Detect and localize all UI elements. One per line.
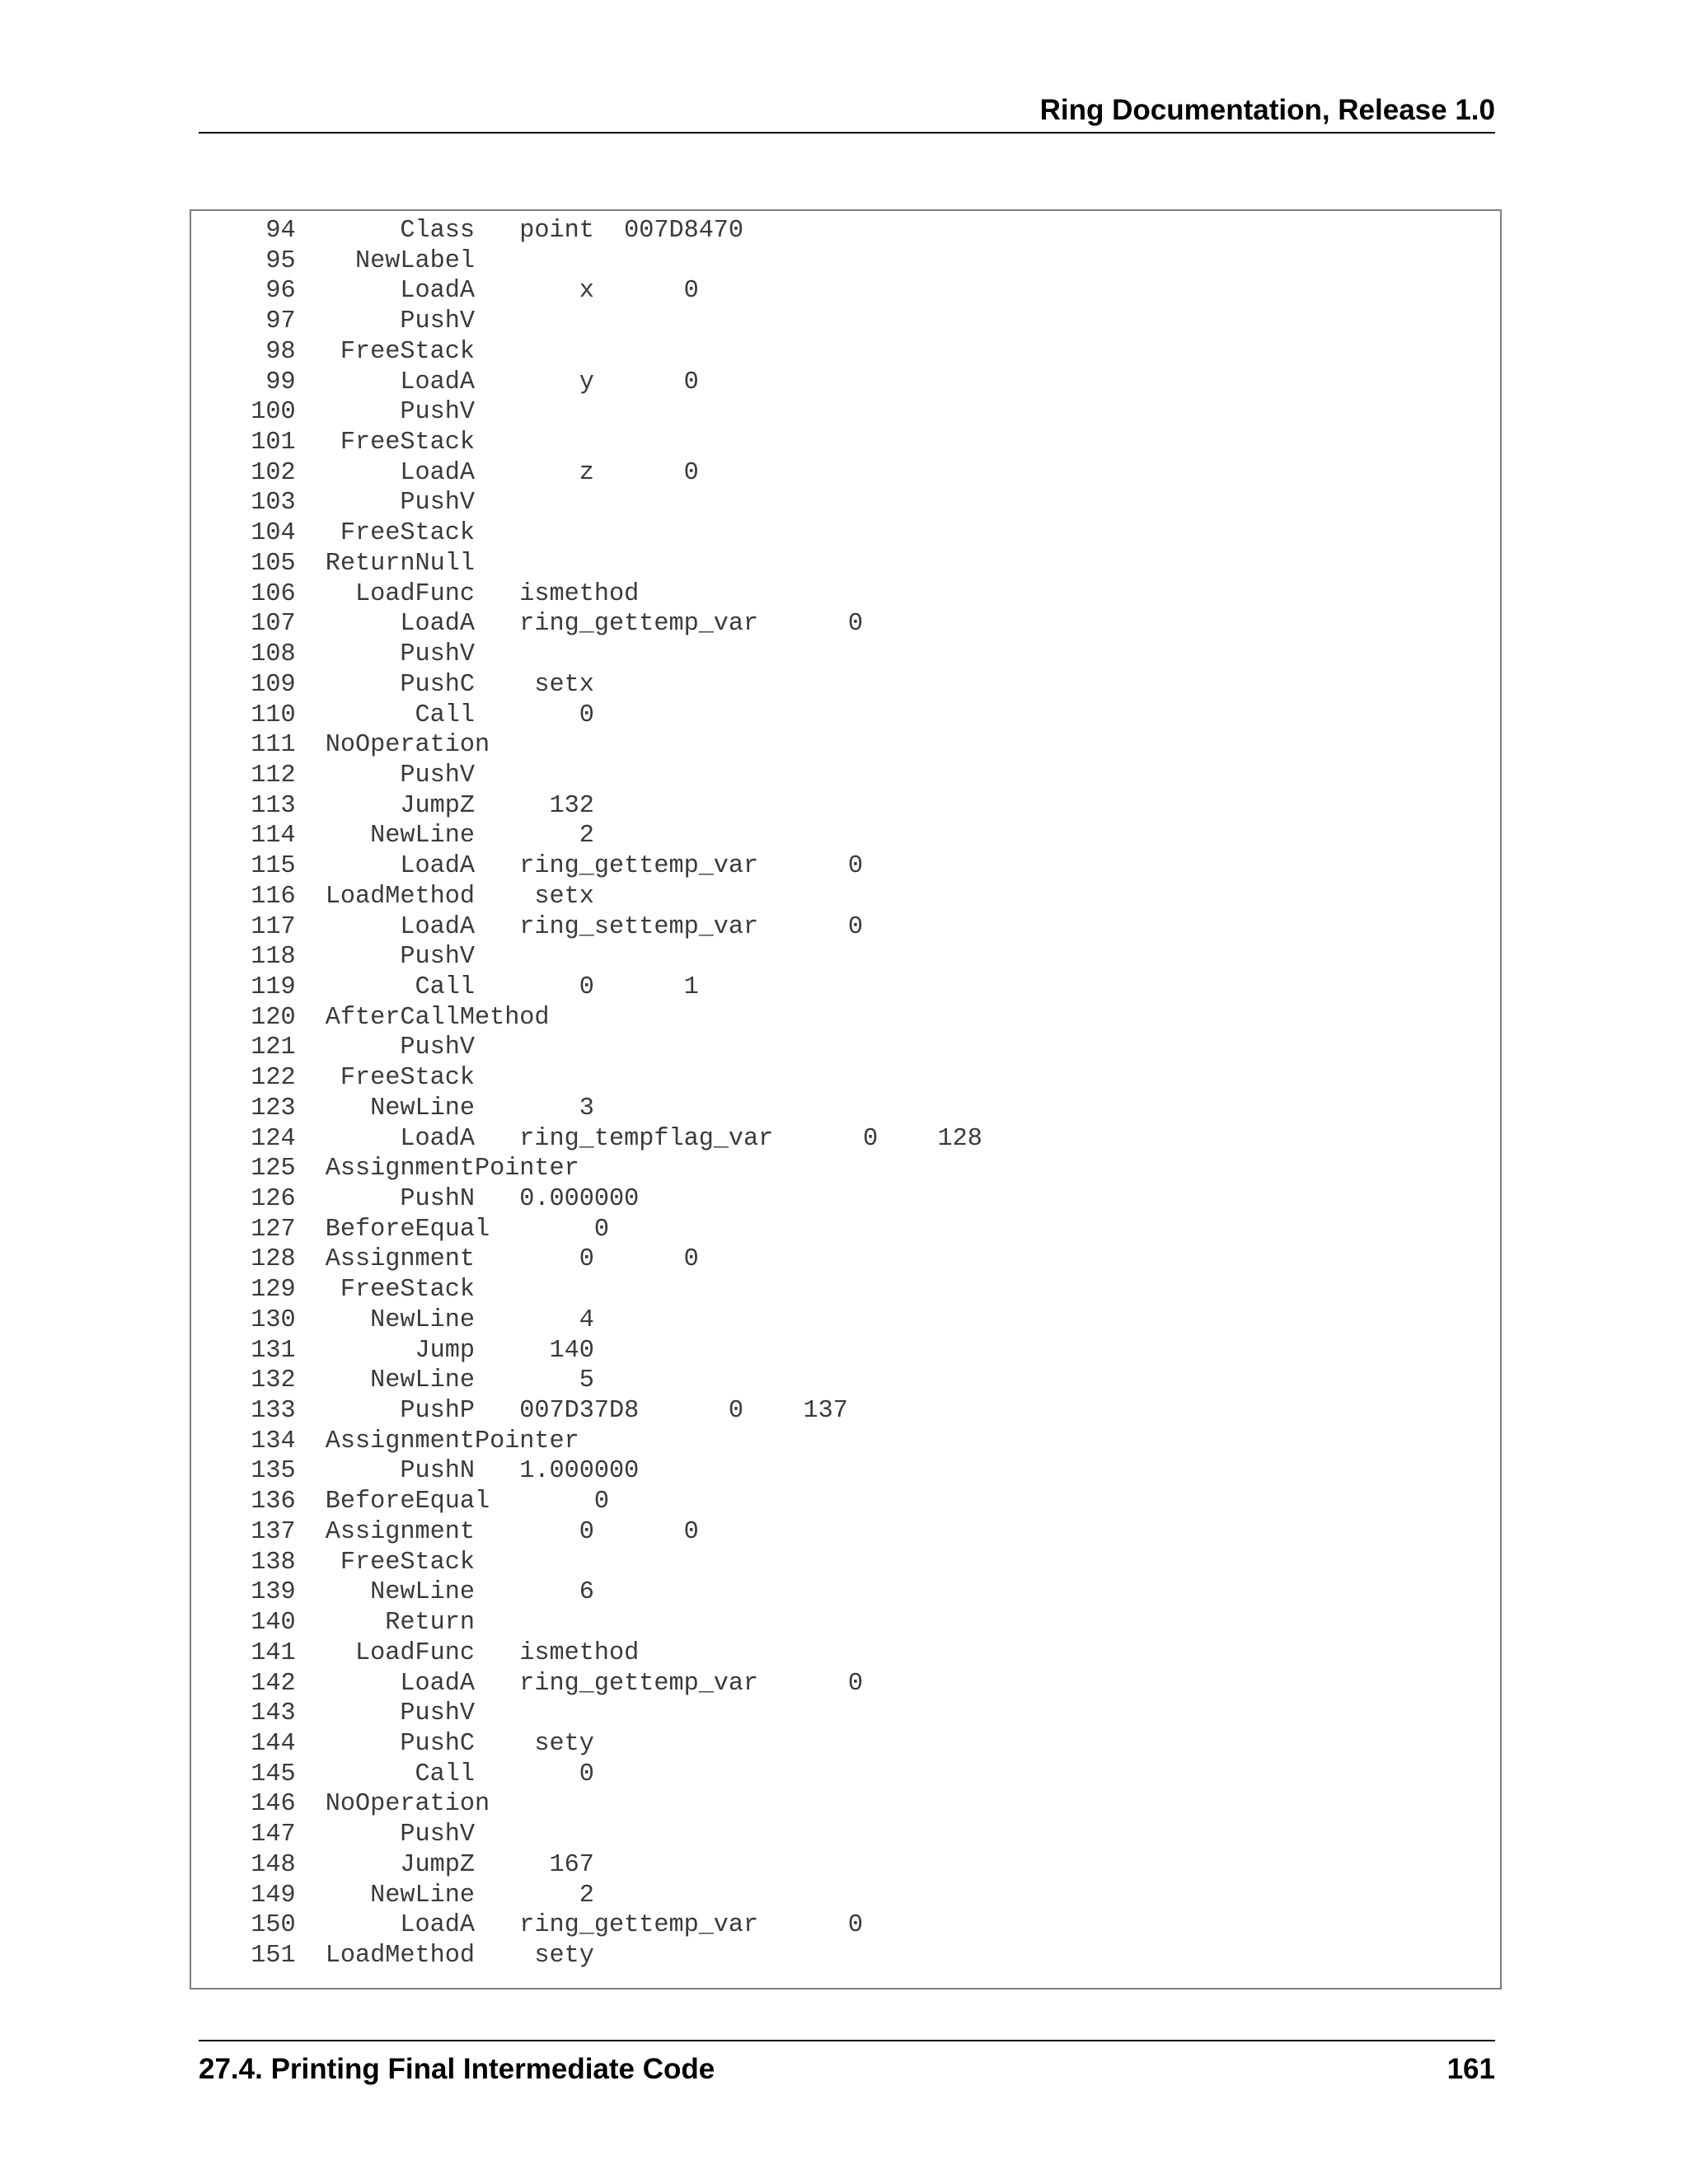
code-line: 125 AssignmentPointer [221, 1155, 579, 1183]
code-line: 120 AfterCallMethod [221, 1003, 550, 1032]
code-line: 134 AssignmentPointer [221, 1427, 579, 1455]
code-line: 130 NewLine 4 [221, 1305, 594, 1334]
code-line: 124 LoadA ring_tempflag_var 0 128 [221, 1124, 982, 1153]
code-listing [221, 216, 982, 1971]
code-line: 114 NewLine 2 [221, 822, 594, 851]
code-line: 105 ReturnNull [221, 549, 475, 578]
code-line: 104 FreeStack [221, 519, 475, 548]
code-line: 138 FreeStack [221, 1548, 475, 1577]
code-line: 95 NewLabel [221, 246, 475, 275]
code-line: 116 LoadMethod setx [221, 882, 594, 911]
code-line: 111 NoOperation [221, 731, 490, 760]
code-line: 147 PushV [221, 1821, 475, 1849]
code-line: 100 PushV [221, 398, 475, 427]
code-line: 117 LoadA ring_settemp_var 0 [221, 912, 863, 941]
code-line: 150 LoadA ring_gettemp_var 0 [221, 1911, 863, 1940]
code-line: 94 Class point 007D8470 [221, 217, 744, 245]
page-header [199, 92, 1495, 134]
code-block [190, 209, 1502, 1990]
code-line: 99 LoadA y 0 [221, 368, 699, 396]
code-line: 113 JumpZ 132 [221, 791, 594, 820]
code-line: 119 Call 0 1 [221, 972, 699, 1001]
code-line: 115 LoadA ring_gettemp_var 0 [221, 852, 863, 881]
code-line: 137 Assignment 0 0 [221, 1517, 699, 1546]
code-line: 131 Jump 140 [221, 1336, 594, 1365]
code-line: 146 NoOperation [221, 1790, 490, 1819]
code-line: 145 Call 0 [221, 1760, 594, 1788]
code-line: 96 LoadA x 0 [221, 277, 699, 306]
code-line: 148 JumpZ 167 [221, 1850, 594, 1879]
code-line: 98 FreeStack [221, 337, 475, 366]
code-line: 132 NewLine 5 [221, 1366, 594, 1395]
code-line: 103 PushV [221, 489, 475, 518]
code-line: 101 FreeStack [221, 429, 475, 457]
code-line: 129 FreeStack [221, 1276, 475, 1305]
code-line: 144 PushC sety [221, 1729, 594, 1758]
code-line: 107 LoadA ring_gettemp_var 0 [221, 610, 863, 639]
code-line: 151 LoadMethod sety [221, 1941, 594, 1970]
code-line: 135 PushN 1.000000 [221, 1457, 640, 1486]
code-line: 122 FreeStack [221, 1064, 475, 1093]
code-line: 149 NewLine 2 [221, 1881, 594, 1910]
code-line: 108 PushV [221, 640, 475, 669]
code-line: 143 PushV [221, 1699, 475, 1728]
code-line: 106 LoadFunc ismethod [221, 579, 640, 608]
code-line: 127 BeforeEqual 0 [221, 1215, 610, 1244]
code-line: 110 Call 0 [221, 701, 594, 729]
code-line: 112 PushV [221, 761, 475, 790]
code-line: 141 LoadFunc ismethod [221, 1638, 640, 1667]
page-number: 161 [1447, 2053, 1495, 2085]
code-line: 102 LoadA z 0 [221, 458, 699, 487]
code-line: 133 PushP 007D37D8 0 137 [221, 1397, 848, 1426]
code-line: 140 Return [221, 1609, 475, 1638]
document-title: Ring Documentation, Release 1.0 [1039, 94, 1495, 126]
code-line: 97 PushV [221, 307, 475, 336]
code-line: 139 NewLine 6 [221, 1578, 594, 1607]
code-line: 126 PushN 0.000000 [221, 1185, 640, 1213]
code-line: 128 Assignment 0 0 [221, 1245, 699, 1274]
section-title: 27.4. Printing Final Intermediate Code [199, 2053, 715, 2085]
code-line: 121 PushV [221, 1033, 475, 1062]
code-line: 118 PushV [221, 943, 475, 972]
code-line: 109 PushC setx [221, 670, 594, 699]
code-line: 142 LoadA ring_gettemp_var 0 [221, 1669, 863, 1698]
code-line: 123 NewLine 3 [221, 1094, 594, 1122]
page-footer [199, 2040, 1495, 2091]
code-line: 136 BeforeEqual 0 [221, 1488, 610, 1516]
